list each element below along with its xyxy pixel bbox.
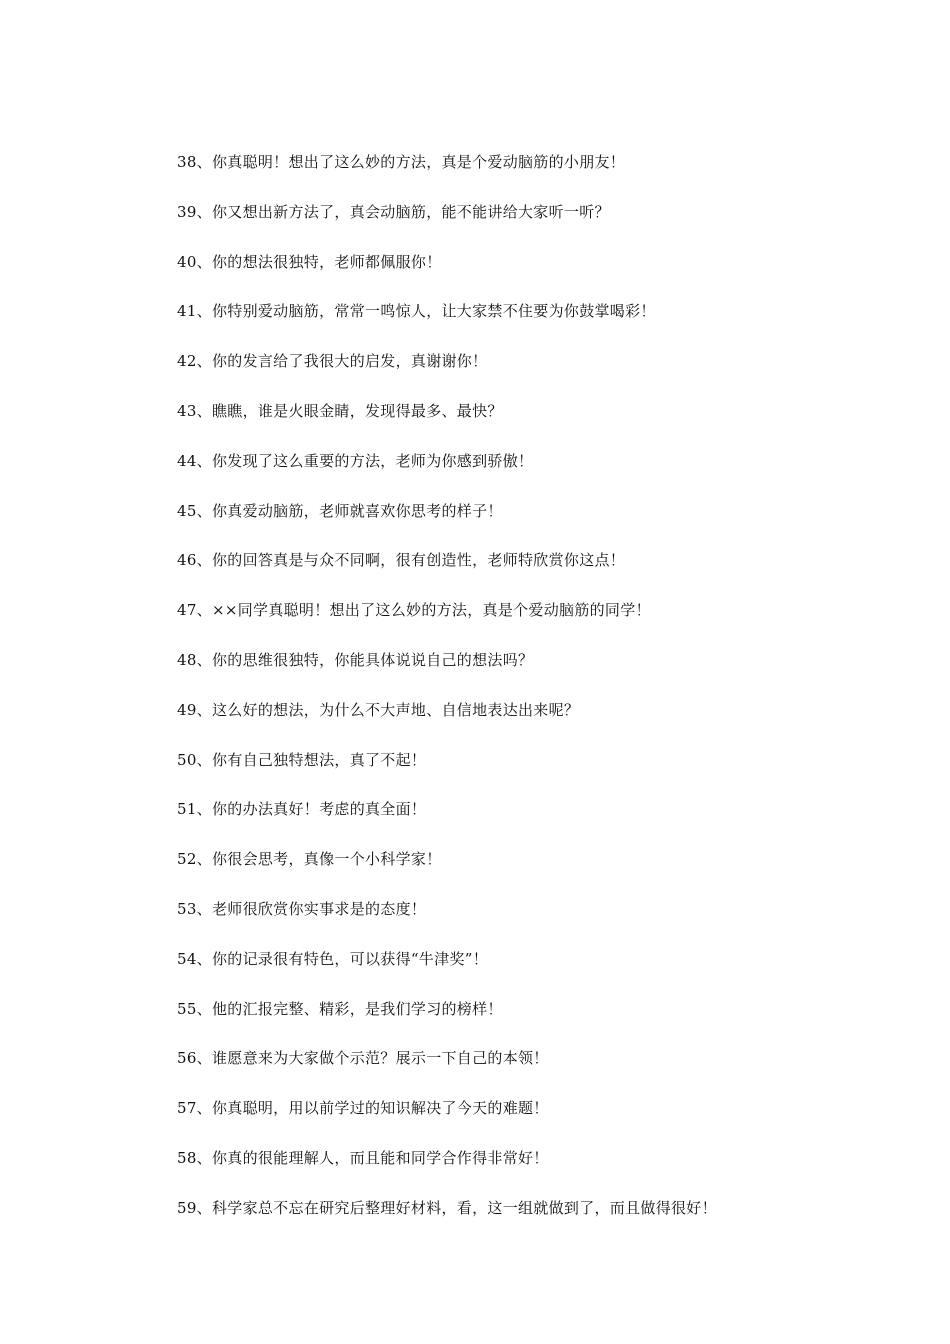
list-item: 57、你真聪明，用以前学过的知识解决了今天的难题！	[177, 1099, 549, 1118]
list-item: 43、瞧瞧，谁是火眼金睛，发现得最多、最快？	[177, 401, 503, 420]
list-item: 40、你的想法很独特，老师都佩服你！	[177, 252, 442, 271]
list-item: 58、你真的很能理解人，而且能和同学合作得非常好！	[177, 1148, 549, 1167]
list-item: 50、你有自己独特想法，真了不起！	[177, 750, 427, 769]
list-item: 52、你很会思考，真像一个小科学家！	[177, 850, 442, 869]
list-item: 55、他的汇报完整、精彩，是我们学习的榜样！	[177, 999, 503, 1018]
list-item: 51、你的办法真好！考虑的真全面！	[177, 800, 427, 819]
list-item: 48、你的思维很独特，你能具体说说自己的想法吗？	[177, 650, 534, 669]
list-item: 45、你真爱动脑筋，老师就喜欢你思考的样子！	[177, 501, 503, 520]
list-item: 47、××同学真聪明！想出了这么妙的方法，真是个爱动脑筋的同学！	[177, 601, 651, 620]
praise-list	[177, 151, 877, 1247]
list-item: 56、谁愿意来为大家做个示范？展示一下自己的本领！	[177, 1049, 549, 1068]
list-item: 38、你真聪明！想出了这么妙的方法，真是个爱动脑筋的小朋友！	[177, 153, 626, 171]
list-item: 53、老师很欣赏你实事求是的态度！	[177, 899, 427, 918]
list-item: 39、你又想出新方法了，真会动脑筋，能不能讲给大家听一听？	[177, 202, 610, 221]
list-item: 46、你的回答真是与众不同啊，很有创造性，老师特欣赏你这点！	[177, 551, 626, 570]
list-item: 42、你的发言给了我很大的启发，真谢谢你！	[177, 352, 488, 371]
list-item: 49、这么好的想法，为什么不大声地、自信地表达出来呢？	[177, 700, 580, 719]
list-item: 41、你特别爱动脑筋，常常一鸣惊人，让大家禁不住要为你鼓掌喝彩！	[177, 302, 656, 321]
list-item: 54、你的记录很有特色，可以获得“牛津奖”！	[177, 949, 489, 968]
list-item: 44、你发现了这么重要的方法，老师为你感到骄傲！	[177, 451, 534, 470]
list-item: 59、科学家总不忘在研究后整理好材料，看，这一组就做到了，而且做得很好！	[177, 1198, 717, 1217]
